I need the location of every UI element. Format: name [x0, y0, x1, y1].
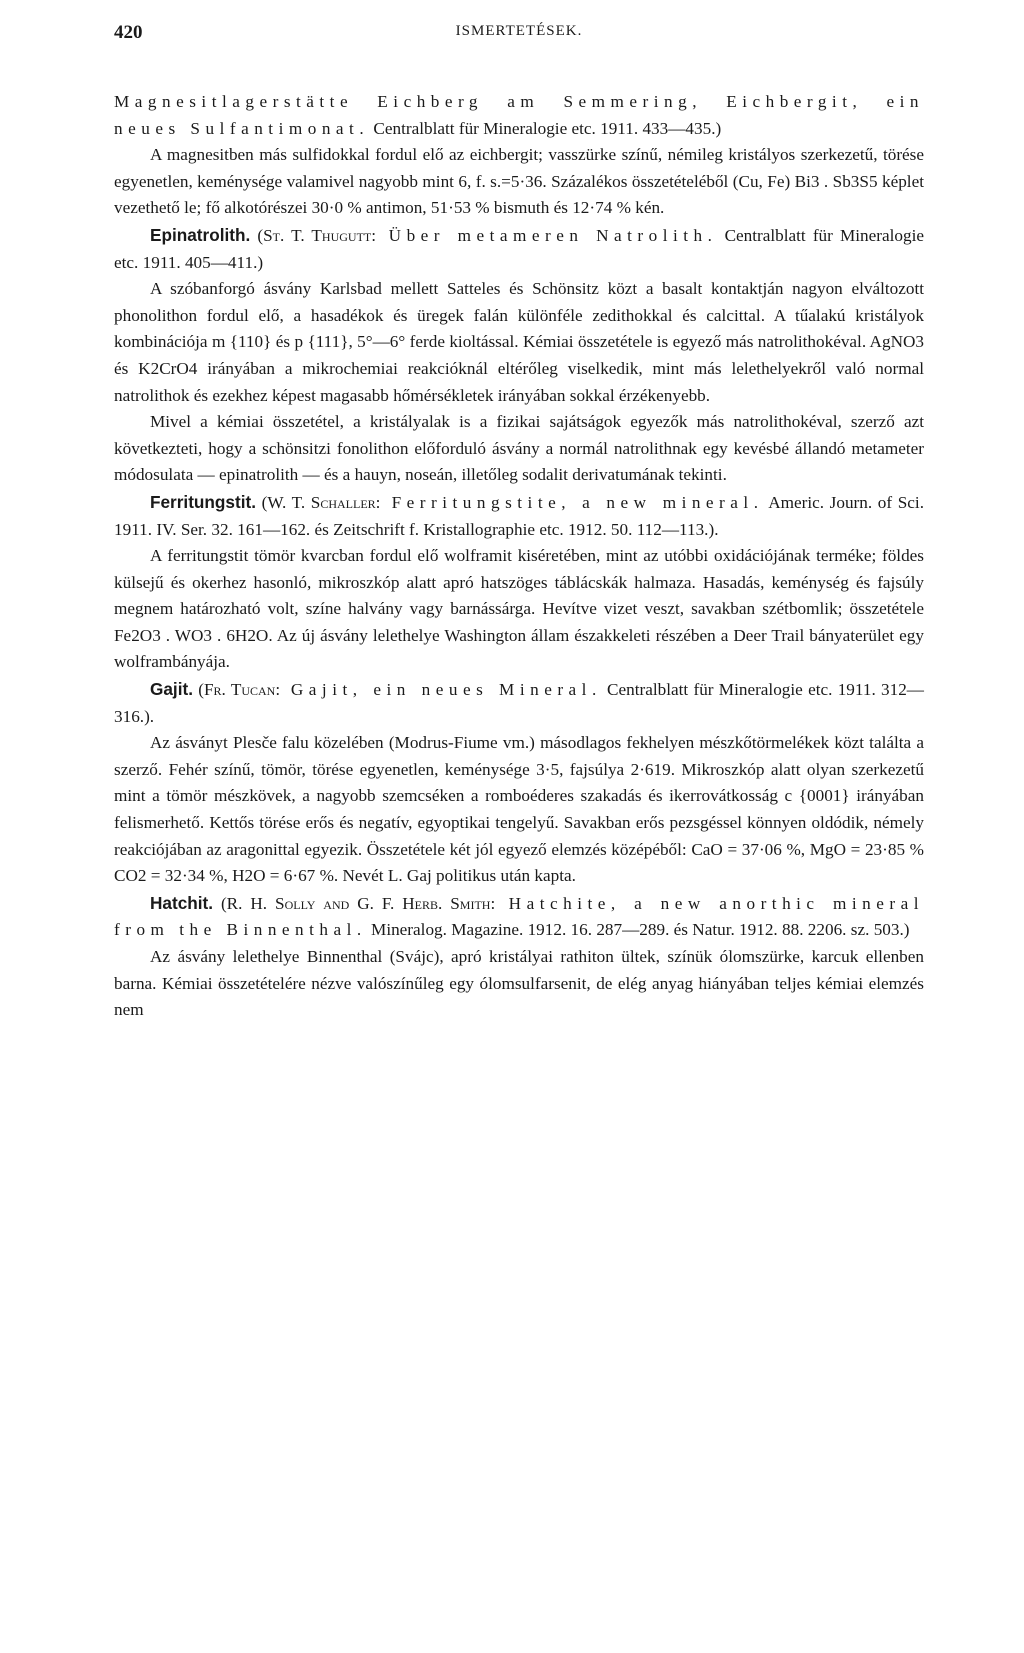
- entry-title: Über metameren Natrolith.: [376, 225, 718, 245]
- document-body: [114, 89, 924, 1024]
- entry-citation: Americ. Journ. of Sci. 1911. IV. Ser. 32. 161—162. és Zeitschrift f. Kristallographie etc. 1912. 50. 112—113.).: [114, 492, 925, 539]
- entry-magnesit-heading: [114, 89, 924, 142]
- entry-gajit-heading: [114, 676, 924, 730]
- entry-name: Gajit.: [150, 679, 193, 700]
- entry-gajit-paragraph: Az ásványt Plesče falu közelében (Modrus-Fiume vm.) másodlagos fekhelyen mészkőtörmelékek közt találta a szerző. Fehér színű, tömör, törése egyenetlen, keménysége 3·5, fajsúlya 2·619. Mikroszkóp alatt olyan szerkezetű mint a tömör mészkövek, a nagyobb szemcséken a romboéderes szakadás és ikerrovátkosság c {0001} irányában felismerhető. Kettős törése erős és negatív, egyoptikai tengelyű. Savakban erős pezsgéssel könnyen oldódik, némely reakciójában az aragonittal egyezik. Összetétele két jól egyező elemzés középéből: CaO = 37·06 %, MgO = 23·85 % CO2 = 32·34 %, H2O = 6·67 %. Nevét L. Gaj politikus után kapta.: [114, 733, 924, 886]
- entry-magnesit-paragraph: A magnesitben más sulfidokkal fordul elő az eichbergit; vasszürke színű, némileg kristályos szerkezetű, törése egyenetlen, keménysége valamivel nagyobb mint 6, f. s.=5·36. Százalékos összetételéből (Cu, Fe) Bi3 . Sb3S5 képlet vezethető le; fő alkotórészei 30·0 % antimon, 51·53 % bismuth és 12·74 % kén.: [114, 145, 924, 218]
- entry-author: (St. T. Thugutt:: [250, 225, 377, 245]
- entry-author: (Fr. Tucan:: [192, 680, 281, 700]
- entry-citation: Centralblatt für Mineralogie etc. 1911. 312—316.).: [114, 680, 924, 726]
- entry-epinatrolith-heading: [114, 222, 924, 276]
- entry-author: (W. T. Schaller:: [256, 492, 381, 512]
- entry-ferritungstit-heading: [114, 489, 924, 543]
- page-header: [114, 22, 924, 56]
- entry-hatchit-heading: [114, 890, 924, 944]
- entry-author: (R. H. Solly and G. F. Herb. Smith:: [213, 893, 496, 913]
- page-number: 420: [114, 22, 143, 43]
- entry-name: Epinatrolith.: [150, 224, 251, 245]
- entry-epinatrolith-paragraph-2: Mivel a kémiai összetétel, a kristályalak is a fizikai sajátságok egyezők más natrolithokéval, szerző azt következteti, hogy a schönsitzi fonolithon előforduló ásvány a normál natrolithnak egy kevésbé állandó metameter módosulata — epinatrolith — és a hauyn, noseán, illetőleg sodalit derivatumának tekinti.: [114, 412, 924, 485]
- entry-title: Hatchite, a new anorthic mineral from the Binnenthal.: [114, 893, 924, 940]
- entry-hatchit-paragraph: Az ásvány lelethelye Binnenthal (Svájc), apró kristályai rathiton ültek, színük ólomszürke, karcuk ellenben barna. Kémiai összetételére nézve valószínűleg egy ólomsulfarsenit, de elég anyag hiányában teljes kémiai elemzés nem: [114, 947, 924, 1020]
- entry-ferritungstit-paragraph: A ferritungstit tömör kvarcban fordul elő wolframit kiséretében, mint az utóbbi oxidációjának terméke; földes külsejű és okerhez hasonló, mikroszkóp alatt apró hatszöges táblácskák halmaza. Hasadás, keménység és fajsúly megnem határozható volt, színe halvány vagy barnássárga. Hevítve vizet veszt, savakban szétbomlik; összetétele Fe2O3 . WO3 . 6H2O. Az új ásvány lelethelye Washington állam északkeleti részében a Deer Trail bányaterület egy wolframbányája.: [114, 546, 924, 672]
- entry-title: Magnesitlagerstätte Eichberg am Semmering, Eichbergit, ein neues Sulfantimonat.: [114, 92, 924, 138]
- entry-citation: Mineralog. Magazine. 1912. 16. 287—289. és Natur. 1912. 88. 2206. sz. 503.): [366, 920, 910, 940]
- entry-name: Ferritungstit.: [150, 491, 256, 512]
- entry-title: Gajit, ein neues Mineral.: [280, 680, 602, 700]
- document-page: [114, 22, 924, 1024]
- entry-title: Ferritungstite, a new mineral.: [380, 492, 764, 512]
- entry-citation: Centralblatt für Mineralogie etc. 1911. 405—411.): [114, 225, 924, 272]
- entry-name: Hatchit.: [150, 892, 214, 913]
- entry-citation: Centralblatt für Mineralogie etc. 1911. 433—435.): [369, 118, 722, 138]
- entry-epinatrolith-paragraph-1: A szóbanforgó ásvány Karlsbad mellett Satteles és Schönsitz közt a basalt kontaktján nagyon elváltozott phonolithon fordul elő, a hasadékok és üregek falán különféle zedithokkal és calcittal. A tűalakú kristályok kombinációja m {110} és p {111}, 5°—6° ferde kioltással. Kémiai összetétele is egyező más natrolithokéval. AgNO3 és K2CrO4 irányában a mikrochemiai reakcióknál eltérőleg viselkedik, mint más lelethelyekről való normal natrolithok és ezekhez képest magasabb hőmérsékletek irányában sokkal érzékenyebb.: [114, 279, 924, 405]
- running-title: ISMERTETÉSEK.: [455, 23, 583, 39]
